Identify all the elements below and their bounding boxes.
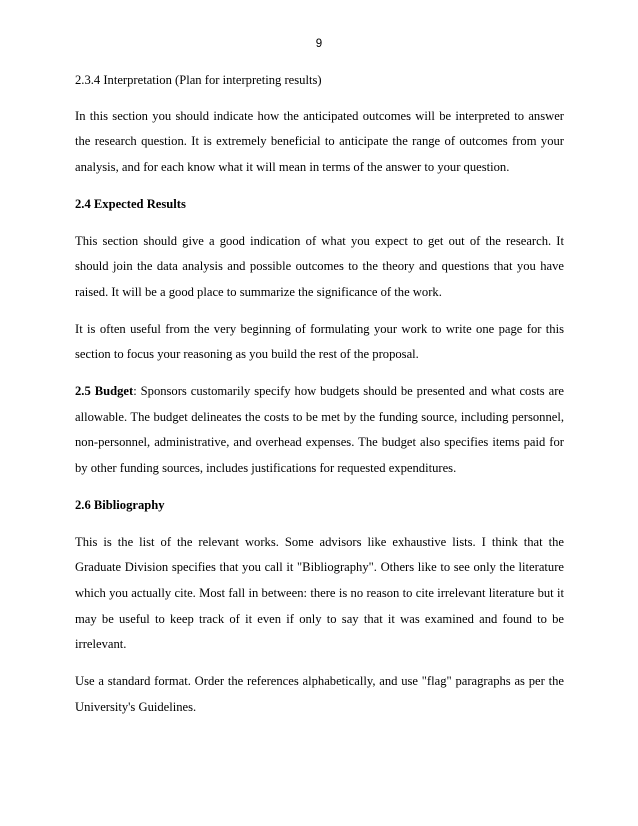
budget-heading: 2.5 Budget (75, 384, 134, 399)
expected-results-paragraph-2: It is often useful from the very beginning of formulating your work to write one page for this section to focus your reasoning as you build the rest of the proposal. (75, 321, 564, 362)
document-body (75, 68, 564, 720)
expected-results-heading: 2.4 Expected Results (75, 196, 186, 211)
budget-paragraph (75, 379, 564, 482)
page-number: 9 (315, 38, 323, 50)
bibliography-paragraph-2: Use a standard format. Order the references alphabetically, and use "flag" paragraphs as per the University's Guidelines. (75, 674, 564, 714)
interpretation-paragraph: In this section you should indicate how the anticipated outcomes will be interpreted to answer the research question. It is extremely beneficial to anticipate the range of outcomes from your analysis, and for each know what it will mean in terms of the answer to your question. (75, 108, 564, 175)
bibliography-paragraph-1: This is the list of the relevant works. Some advisors like exhaustive lists. I think that the Graduate Division specifies that you call it "Bibliography". Others like to see only the literature which you actually cite. Most fall in between: there is no reason to cite irrelevant literature but it may be useful to keep track of it even if only to say that it was examined and found to be irrelevant. (75, 534, 564, 652)
interpretation-heading: 2.3.4 Interpretation (Plan for interpreting results) (75, 73, 322, 87)
bibliography-heading: 2.6 Bibliography (75, 497, 165, 512)
expected-results-paragraph-1: This section should give a good indication of what you expect to get out of the research. It should join the data analysis and possible outcomes to the theory and questions that you have raised. It will be a good place to summarize the significance of the work. (75, 233, 564, 299)
budget-text: : Sponsors customarily specify how budgets should be presented and what costs are allowable. The budget delineates the costs to be met by the funding source, including personnel, non-personnel, administrative, and overhead expenses. The budget also specifies items paid for by other funding sources, includes justifications for requested expenditures. (75, 384, 564, 476)
